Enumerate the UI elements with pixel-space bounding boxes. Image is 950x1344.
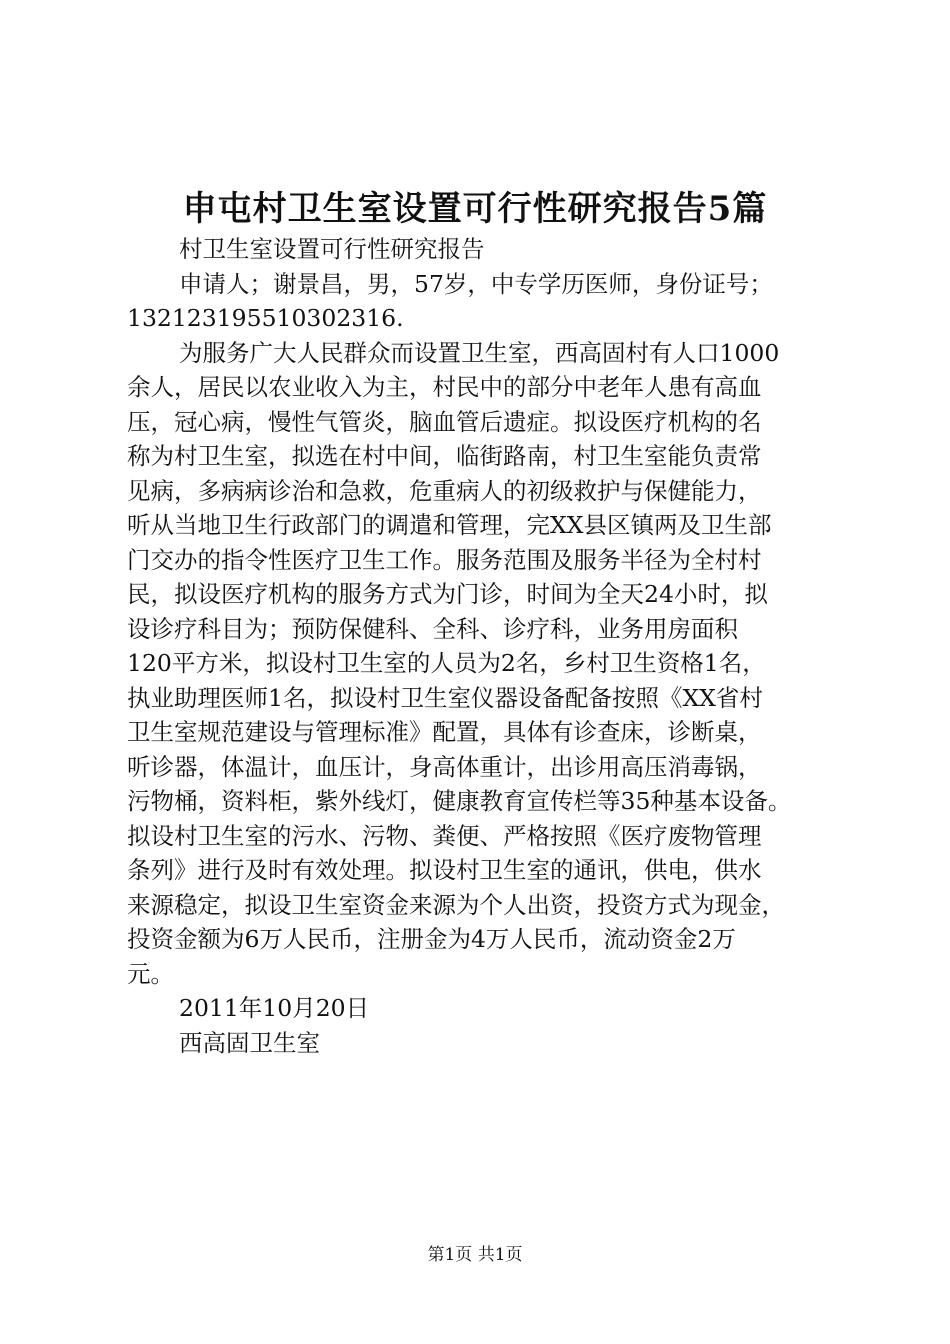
document-title: 申屯村卫生室设置可行性研究报告5篇 <box>182 189 768 229</box>
body-line: 条列》进行及时有效处理。拟设村卫生室的通讯，供电，供水 <box>127 856 762 884</box>
body-line: 门交办的指令性医疗卫生工作。服务范围及服务半径为全村村 <box>127 545 762 574</box>
body-line: 来源稳定，拟设卫生室资金来源为个人出资，投资方式为现金， <box>127 890 785 919</box>
body-line: 听诊器，体温计，血压计，身高体重计，出诊用高压消毒锅， <box>127 752 762 781</box>
body-line: 120平方米，拟设村卫生室的人员为2名，乡村卫生资格1名， <box>127 649 766 677</box>
body-line-signature: 西高固卫生室 <box>179 1028 320 1057</box>
body-line-id-number: 13212319551030231​6. <box>127 304 404 332</box>
body-line: 为服务广大人民群众而设置卫生室，西高固村有人口1000 <box>179 338 780 367</box>
document-body <box>127 232 843 1060</box>
body-line: 卫生室规范建设与管理标准》配置，具体有诊查床，诊断桌， <box>127 718 762 746</box>
body-line: 执业助理医师1名，拟设村卫生室仪器设备配备按照《XX省村 <box>127 683 763 712</box>
body-line: 听从当地卫生行政部门的调遣和管理，完XX县区镇两及卫生部 <box>127 511 772 539</box>
body-line: 压，冠心病，慢性气管炎，脑血管后遗症。拟设医疗机构的名 <box>127 407 762 436</box>
body-line: 民，拟设医疗机构的服务方式为门诊，时间为全天24小时，拟 <box>127 580 768 608</box>
body-line: 污物桶，资料柜，紫外线灯，健康教育宣传栏等35种基本设备。 <box>127 787 792 815</box>
body-line: 余人，居民以农业收入为主，村民中的部分中老年人患有高血 <box>127 373 762 401</box>
page-footer: 第1页 共1页 <box>427 1245 523 1265</box>
body-line: 投资金额为6万人民币，注册金为4万人民币，流动资金2万 <box>127 925 736 953</box>
body-line: 见病，多病病诊治和急救，危重病人的初级救护与保健能力， <box>127 476 762 505</box>
body-line-date: 2011年10月20日 <box>179 994 370 1022</box>
body-line: 元。 <box>127 959 174 988</box>
body-line: 拟设村卫生室的污水、污物、粪便、严格按照《医疗废物管理 <box>127 821 762 850</box>
body-line: 设诊疗科目为；预防保健科、全科、诊疗科，业务用房面积 <box>127 614 738 643</box>
body-line-subtitle: 村卫生室设置可行性研究报告 <box>179 235 485 263</box>
body-line-applicant: 申请人；谢景昌，男，57岁，中专学历医师，身份证号； <box>179 269 773 298</box>
body-line: 称为村卫生室，拟选在村中间，临街路南，村卫生室能负责常 <box>127 442 762 470</box>
